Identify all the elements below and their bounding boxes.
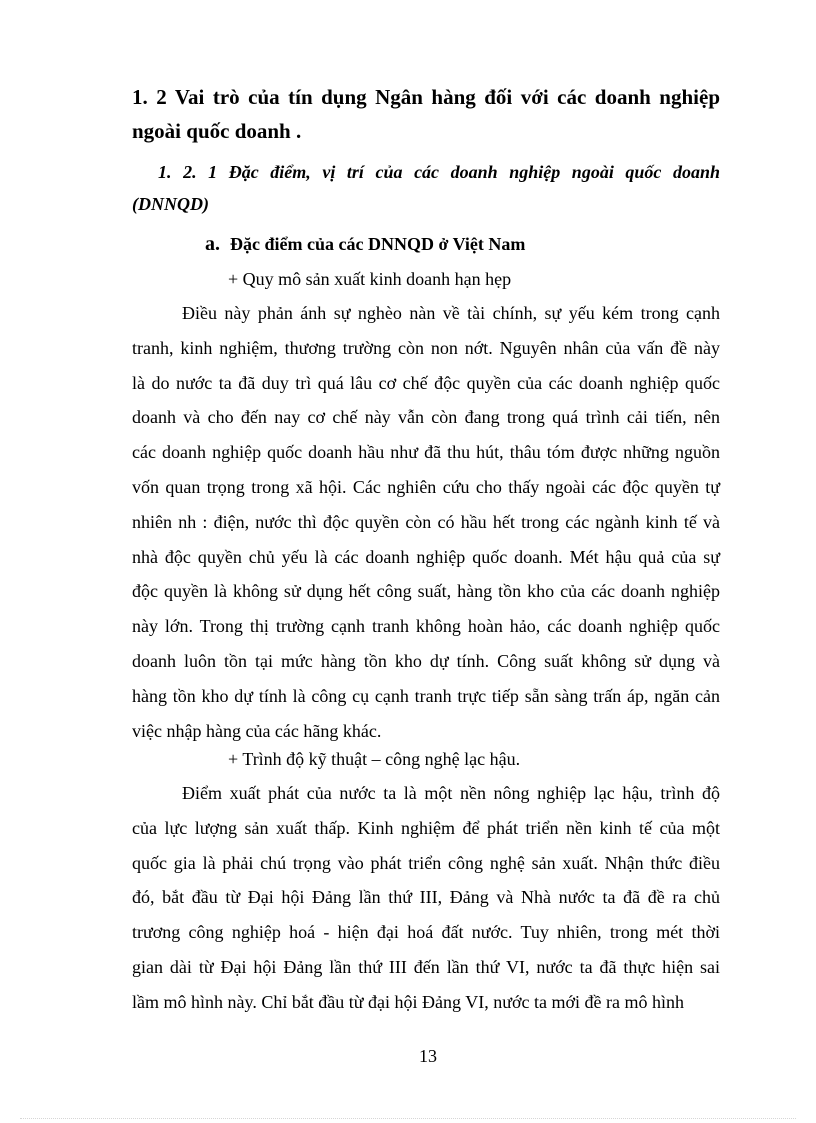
text-line: hàng tồn kho dự tính là công cụ cạnh tranh trực tiếp sẵn sàng trấn áp, ngăn cản — [132, 685, 720, 706]
subheading-line: 1. 2. 1 Đặc điểm, vị trí của các doanh nghiệp ngoài quốc doanh — [158, 162, 720, 182]
text-line: là do nước ta đã duy trì quá lâu cơ chế độc quyền của các doanh nghiệp quốc — [132, 372, 720, 393]
list-marker: a. — [205, 233, 220, 255]
subsection-a-title: Đặc điểm của các DNNQD ở Việt Nam — [230, 234, 526, 254]
subheading-line: (DNNQD) — [132, 194, 209, 214]
text-line: độc quyền là không sử dụng hết công suất, hàng tồn kho của các doanh nghiệp — [132, 581, 720, 602]
page-bottom-divider — [20, 1118, 796, 1119]
text-line: nhà độc quyền chủ yếu là các doanh nghiệp quốc doanh. Mét hậu quả của sự — [132, 546, 720, 567]
text-line: trương công nghiệp hoá - hiện đại hoá đất nước. Tuy nhiên, trong mét thời — [132, 922, 720, 943]
section-heading-1-2 — [132, 80, 720, 148]
page-number: 13 — [419, 1046, 437, 1066]
text-line: doanh luôn tồn tại mức hàng tồn kho dự tính. Công suất không sử dụng và — [132, 650, 720, 671]
bullet-point: + Trình độ kỹ thuật – công nghệ lạc hậu. — [228, 749, 521, 769]
paragraph — [132, 776, 720, 1020]
text-line: gian dài từ Đại hội Đảng lần thứ III đến lần thứ VI, nước ta đã thực hiện sai — [132, 956, 720, 977]
paragraph — [132, 296, 720, 748]
text-line: tranh, kinh nghiệm, thương trường còn non nớt. Nguyên nhân của vấn đề này — [132, 337, 720, 358]
text-line: việc nhập hàng của các hãng khác. — [132, 720, 382, 741]
subsection-heading-1-2-1 — [132, 156, 720, 220]
text-line: này lớn. Trong thị trường cạnh tranh không hoàn hảo, các doanh nghiệp quốc — [132, 616, 720, 637]
text-line: Điều này phản ánh sự nghèo nàn về tài chính, sự yếu kém trong cạnh — [182, 303, 720, 323]
subsection-a-heading — [205, 229, 725, 259]
text-line: quốc gia là phải chú trọng vào phát triển công nghệ sản xuất. Nhận thức điều — [132, 852, 720, 873]
text-line: doanh và cho đến nay cơ chế này vẫn còn đang trong quá trình cải tiến, nên — [132, 407, 720, 428]
text-line: nhiên nh : điện, nước thì độc quyền còn có hầu hết trong các ngành kinh tế và — [132, 511, 720, 532]
bullet-point: + Quy mô sản xuất kinh doanh hạn hẹp — [228, 269, 512, 289]
heading-line: ngoài quốc doanh . — [132, 119, 302, 143]
text-line: các doanh nghiệp quốc doanh hầu như đã thu hút, thâu tóm được những nguồn — [132, 442, 720, 463]
text-line: lầm mô hình này. Chỉ bắt đầu từ đại hội Đảng VI, nước ta mới đề ra mô hình — [132, 991, 684, 1012]
text-line: vốn quan trọng trong xã hội. Các nghiên cứu cho thấy ngoài các độc quyền tự — [132, 476, 720, 497]
text-line: đó, bắt đầu từ Đại hội Đảng lần thứ III, Đảng và Nhà nước ta đã đề ra chủ — [132, 887, 720, 908]
text-line: Điểm xuất phát của nước ta là một nền nông nghiệp lạc hậu, trình độ — [182, 783, 720, 803]
text-line: của lực lượng sản xuất thấp. Kinh nghiệm để phát triển nền kinh tế của một — [132, 817, 720, 838]
heading-line: 1. 2 Vai trò của tín dụng Ngân hàng đối với các doanh nghiệp — [132, 85, 720, 109]
